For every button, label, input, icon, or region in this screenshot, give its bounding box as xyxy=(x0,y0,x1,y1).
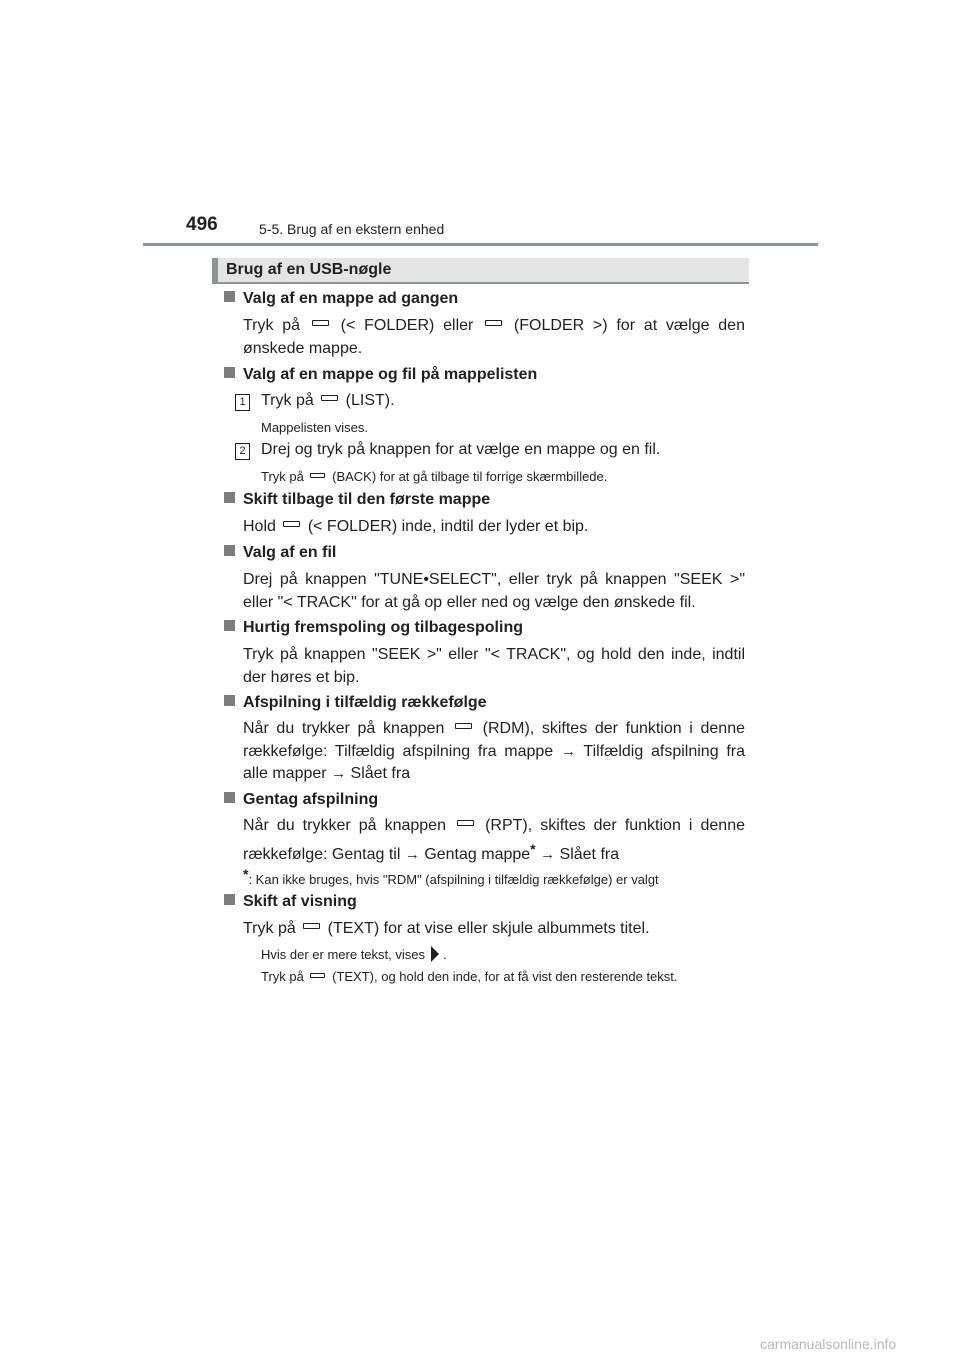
heading-fast: Hurtig fremspoling og tilbagespoling xyxy=(224,619,523,637)
paragraph-display: Tryk på (TEXT) for at vise eller skjule albummets titel. xyxy=(243,920,650,937)
step-number: 2 xyxy=(235,443,250,460)
square-bullet-icon xyxy=(224,545,235,556)
square-bullet-icon xyxy=(224,492,235,503)
heading-display: Skift af visning xyxy=(224,893,357,911)
heading-folder-once: Valg af en mappe ad gangen xyxy=(224,290,458,308)
heading-repeat: Gentag afspilning xyxy=(224,791,378,809)
triangle-right-icon xyxy=(431,946,439,962)
step-number: 1 xyxy=(235,394,250,411)
arrow-right-icon: → xyxy=(540,845,556,863)
step-1-text: Tryk på (LIST). xyxy=(261,392,395,409)
arrow-right-icon: → xyxy=(404,845,420,863)
chapter-title: 5-5. Brug af en ekstern enhed xyxy=(259,221,445,237)
heading-file-select: Valg af en fil xyxy=(224,544,336,562)
button-icon xyxy=(455,723,472,729)
button-icon xyxy=(283,521,300,527)
footnote: *: Kan ikke bruges, hvis "RDM" (afspilning i tilfældig rækkefølge) er valgt xyxy=(243,866,659,887)
arrow-right-icon: → xyxy=(560,742,576,760)
square-bullet-icon xyxy=(224,792,235,803)
square-bullet-icon xyxy=(224,291,235,302)
square-bullet-icon xyxy=(224,894,235,905)
step-1-note: Mappelisten vises. xyxy=(261,420,368,435)
button-icon xyxy=(485,320,502,326)
page-number: 496 xyxy=(186,214,218,235)
footnote-star: * xyxy=(530,840,536,857)
step-2-text: Drej og tryk på knappen for at vælge en mappe og en fil. xyxy=(261,441,661,458)
square-bullet-icon xyxy=(224,695,235,706)
heading-folder-list: Valg af en mappe og fil på mappelisten xyxy=(224,366,537,384)
button-icon xyxy=(303,923,320,929)
square-bullet-icon xyxy=(224,367,235,378)
header-rule xyxy=(143,243,818,246)
display-note-2: Tryk på (TEXT), og hold den inde, for at få vist den resterende tekst. xyxy=(261,969,678,984)
step-2-note: Tryk på (BACK) for at gå tilbage til forrige skærmbillede. xyxy=(261,469,608,484)
display-note-1: Hvis der er mere tekst, vises . xyxy=(261,947,447,962)
square-bullet-icon xyxy=(224,620,235,631)
paragraph-random: Når du trykker på knappen (RDM), skiftes der funktion i denne rækkefølge: Tilfældig afspilning fra mappe → Tilfældig afspilning fra alle mapper → Slået fra xyxy=(243,720,746,782)
paragraph-first-folder: Hold (< FOLDER) inde, indtil der lyder et bip. xyxy=(243,518,589,535)
heading-random: Afspilning i tilfældig rækkefølge xyxy=(224,694,487,712)
section-accent-bar xyxy=(212,258,218,282)
button-icon xyxy=(312,320,329,326)
button-icon xyxy=(310,973,325,978)
paragraph-fast: Tryk på knappen "SEEK >" eller "< TRACK", og hold den inde, indtil der høres et bip. xyxy=(243,646,745,686)
button-icon xyxy=(457,820,474,826)
paragraph-folder-once: Tryk på (< FOLDER) eller (FOLDER >) for at vælge den ønskede mappe. xyxy=(243,317,745,357)
section-title: Brug af en USB-nøgle xyxy=(226,261,392,278)
paragraph-file-select: Drej på knappen "TUNE•SELECT", eller tryk på knappen "SEEK >" eller "< TRACK" for at gå op eller ned og vælge den ønskede fil. xyxy=(243,571,745,611)
watermark: carmanualsonline.info xyxy=(760,1336,897,1352)
footnote-star: * xyxy=(243,866,249,882)
button-icon xyxy=(321,395,338,401)
arrow-right-icon: → xyxy=(331,765,347,782)
paragraph-repeat: Når du trykker på knappen (RPT), skiftes der funktion i denne rækkefølge: Gentag til → Gentag mappe* → Slået fra xyxy=(243,817,746,863)
button-icon xyxy=(310,473,325,478)
heading-first-folder: Skift tilbage til den første mappe xyxy=(224,491,490,509)
section-title-bar xyxy=(212,258,749,284)
